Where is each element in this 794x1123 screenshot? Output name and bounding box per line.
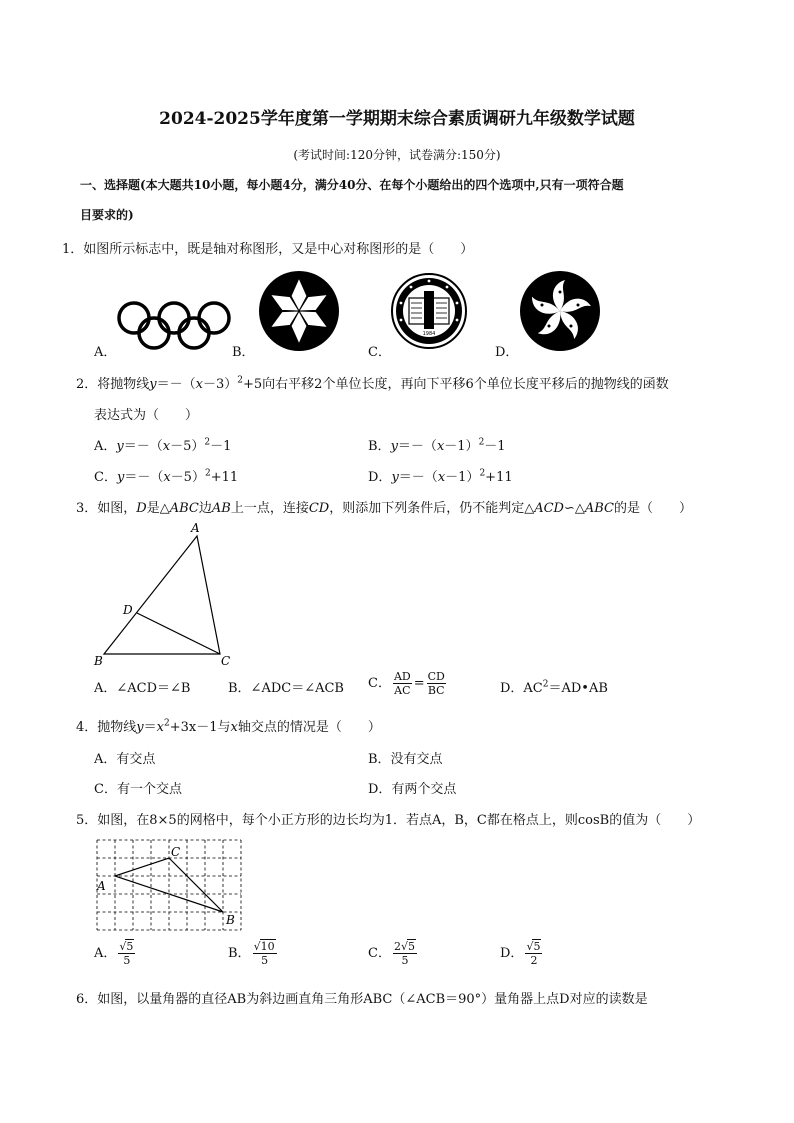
q1-option-c[interactable]: C． xyxy=(368,345,391,360)
q2-option-b[interactable]: B．$y=-(x-1)^2-1$ xyxy=(368,437,506,454)
question-2-cont: 表达式为（ ） xyxy=(94,408,199,423)
question-3: 3．如图，D是△ABC边AB上一点，连接CD，则添加下列条件后，仍不能判定△ACD∽△ABC的是（ ） xyxy=(76,501,693,516)
exam-info: (考试时间:120分钟，试卷满分:150分) xyxy=(293,148,501,162)
section-heading-cont: 目要求的) xyxy=(80,208,134,222)
label-a: A xyxy=(191,521,200,535)
hexagram-circle-icon xyxy=(258,270,340,352)
question-1: 1．如图所示标志中，既是轴对称图形，又是中心对称图形的是（ ） xyxy=(62,242,474,257)
q1-option-b[interactable]: B． xyxy=(232,345,255,360)
label-d: D xyxy=(123,603,133,617)
q4-option-b[interactable]: B．没有交点 xyxy=(368,752,443,767)
q4-option-c[interactable]: C．有一个交点 xyxy=(94,782,182,797)
label-a: A xyxy=(97,879,106,893)
question-5: 5．如图，在8×5的网格中，每个小正方形的边长均为1．若点A，B，C都在格点上，则cosB的值为（ ） xyxy=(76,813,701,828)
q3-option-a[interactable]: A．∠ACD＝∠B xyxy=(94,681,191,696)
book-emblem-icon xyxy=(391,273,467,349)
question-4: 4．抛物线$y=x^2+3x-1$与x轴交点的情况是（ ） xyxy=(76,718,381,735)
label-b: B xyxy=(94,654,103,668)
q5-option-c[interactable]: C． $\frac{2√5}{5}$ xyxy=(368,940,415,967)
q2-option-a[interactable]: A．$y=-(x-5)^2-1$ xyxy=(94,437,232,454)
label-c: C xyxy=(171,845,181,859)
emblem-year: 1984 xyxy=(422,331,436,337)
q1-option-a[interactable]: A． xyxy=(94,345,117,360)
q1-option-d[interactable]: D． xyxy=(495,345,519,360)
q3-option-d[interactable]: D．$AC^2=AD•AB$ xyxy=(500,679,608,696)
triangle-figure xyxy=(90,518,250,668)
q3-option-b[interactable]: B．∠ADC＝∠ACB xyxy=(228,681,344,696)
q5-option-b[interactable]: B． $\frac{√10}{5}$ xyxy=(228,940,275,967)
label-c: C xyxy=(221,654,231,668)
section-heading: 一、选择题(本大题共10小题，每小题4分，满分40分、在每个小题给出的四个选项中,只有一项符合题 xyxy=(80,178,624,192)
question-6: 6．如图，以量角器的直径AB为斜边画直角三角形ABC（∠ACB＝90°）量角器上点D对应的读数是 xyxy=(76,992,648,1007)
page-title: 2024-2025学年度第一学期期末综合素质调研九年级数学试题 xyxy=(159,109,635,129)
label-b: B xyxy=(226,913,235,927)
olympic-rings-icon xyxy=(116,298,234,354)
q4-option-d[interactable]: D．有两个交点 xyxy=(368,782,457,797)
question-2: 2．将抛物线$y=-(x-3)^2+5$向右平移2个单位长度，再向下平移6个单位长度平移后的抛物线的函数 xyxy=(76,375,669,392)
q4-option-a[interactable]: A．有交点 xyxy=(94,752,156,767)
q5-option-a[interactable]: A． $\frac{√5}{5}$ xyxy=(94,940,134,967)
q3-option-c[interactable]: C． $\frac{AD}{AC}$ = $\frac{CD}{BC}$ xyxy=(368,670,445,697)
bauhinia-flower-icon xyxy=(519,270,601,352)
q2-option-d[interactable]: D．$y=-(x-1)^2+11$ xyxy=(368,468,513,485)
q5-option-d[interactable]: D． $\frac{√5}{2}$ xyxy=(500,940,541,967)
q2-option-c[interactable]: C．$y=-(x-5)^2+11$ xyxy=(94,468,239,485)
grid-figure xyxy=(95,838,247,930)
